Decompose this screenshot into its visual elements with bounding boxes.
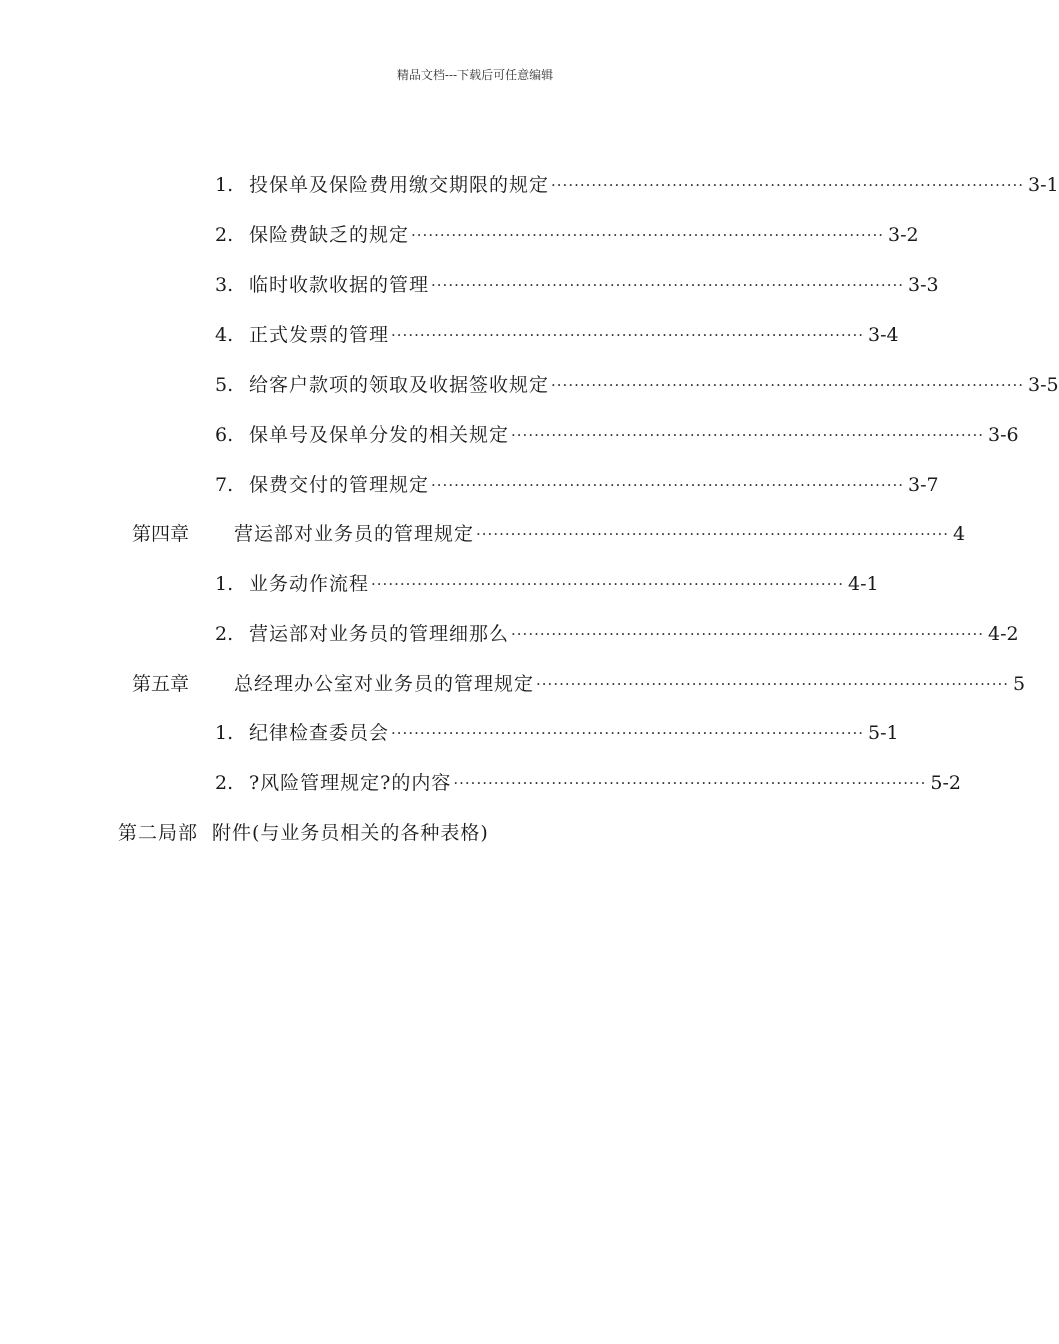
toc-page: 3-2 — [888, 224, 919, 246]
toc-title: 总经理办公室对业务员的管理规定 — [234, 673, 535, 695]
leader-dots: ·················································································· — [431, 476, 904, 494]
part-label: 第二局部 — [118, 822, 199, 844]
leader-dots: ·················································································· — [511, 625, 984, 643]
leader-dots: ·················································································· — [511, 426, 984, 444]
leader-dots: ·················································································· — [453, 774, 927, 792]
toc-number: 5. — [215, 374, 234, 396]
toc-title: 投保单及保险费用缴交期限的规定 — [249, 174, 550, 196]
chapter-label: 第五章 — [132, 673, 190, 695]
toc-page: 3-3 — [908, 274, 939, 296]
toc-entry[interactable] — [215, 569, 879, 599]
toc-title: 业务动作流程 — [249, 573, 370, 595]
toc-entry[interactable] — [215, 170, 1059, 200]
page-header: 精品文档---下载后可任意编辑 — [396, 68, 554, 82]
toc-page: 4-2 — [988, 623, 1019, 645]
toc-title: 正式发票的管理 — [249, 324, 390, 346]
toc-title: 临时收款收据的管理 — [249, 274, 430, 296]
leader-dots: ·················································································· — [551, 376, 1024, 394]
toc-number: 6. — [215, 424, 234, 446]
toc-page: 3-5 — [1028, 374, 1059, 396]
toc-part-entry[interactable] — [118, 818, 598, 848]
toc-page: 3-7 — [908, 474, 939, 496]
chapter-label: 第四章 — [132, 523, 190, 545]
toc-entry[interactable] — [215, 320, 899, 350]
toc-title: 营运部对业务员的管理细那么 — [249, 623, 510, 645]
toc-chapter-entry[interactable] — [132, 519, 966, 549]
leader-dots: ·················································································· — [551, 176, 1024, 194]
toc-entry[interactable] — [215, 718, 899, 748]
toc-entry[interactable] — [215, 270, 939, 300]
toc-number: 1. — [215, 722, 234, 744]
leader-dots: ·················································································· — [411, 226, 884, 244]
toc-number: 7. — [215, 474, 234, 496]
toc-title: 保单号及保单分发的相关规定 — [249, 424, 510, 446]
toc-number: 2. — [215, 623, 234, 645]
toc-number: 3. — [215, 274, 234, 296]
leader-dots: ·················································································· — [536, 675, 1009, 693]
toc-entry[interactable] — [215, 220, 919, 250]
toc-title: 给客户款项的领取及收据签收规定 — [249, 374, 550, 396]
toc-page: 3-6 — [988, 424, 1019, 446]
toc-page: 4-1 — [848, 573, 879, 595]
toc-chapter-entry[interactable] — [132, 669, 1026, 699]
leader-dots: ·················································································· — [391, 326, 864, 344]
toc-page: 5-2 — [930, 772, 961, 794]
toc-page: 3-1 — [1028, 174, 1059, 196]
toc-title: 保险费缺乏的规定 — [249, 224, 410, 246]
toc-number: 1. — [215, 573, 234, 595]
leader-dots: ·················································································· — [431, 276, 904, 294]
toc-page: 4 — [953, 523, 966, 545]
leader-dots: ·················································································· — [476, 525, 949, 543]
toc-entry[interactable] — [215, 420, 1019, 450]
toc-entry[interactable] — [215, 619, 1019, 649]
toc-title: 保费交付的管理规定 — [249, 474, 430, 496]
toc-title: 营运部对业务员的管理规定 — [234, 523, 475, 545]
toc-page: 5 — [1013, 673, 1026, 695]
toc-entry[interactable] — [215, 768, 961, 798]
part-title: 附件(与业务员相关的各种表格) — [212, 822, 489, 844]
leader-dots: ·················································································· — [391, 724, 864, 742]
toc-number: 1. — [215, 174, 234, 196]
toc-number: 2. — [215, 772, 234, 794]
toc-page: 5-1 — [868, 722, 899, 744]
toc-entry[interactable] — [215, 370, 1059, 400]
toc-page: 3-4 — [868, 324, 899, 346]
toc-title: 纪律检查委员会 — [249, 722, 390, 744]
toc-number: 4. — [215, 324, 234, 346]
toc-entry[interactable] — [215, 470, 939, 500]
leader-dots: ·················································································· — [371, 575, 844, 593]
toc-number: 2. — [215, 224, 234, 246]
toc-title: ?风险管理规定?的内容 — [249, 772, 452, 794]
